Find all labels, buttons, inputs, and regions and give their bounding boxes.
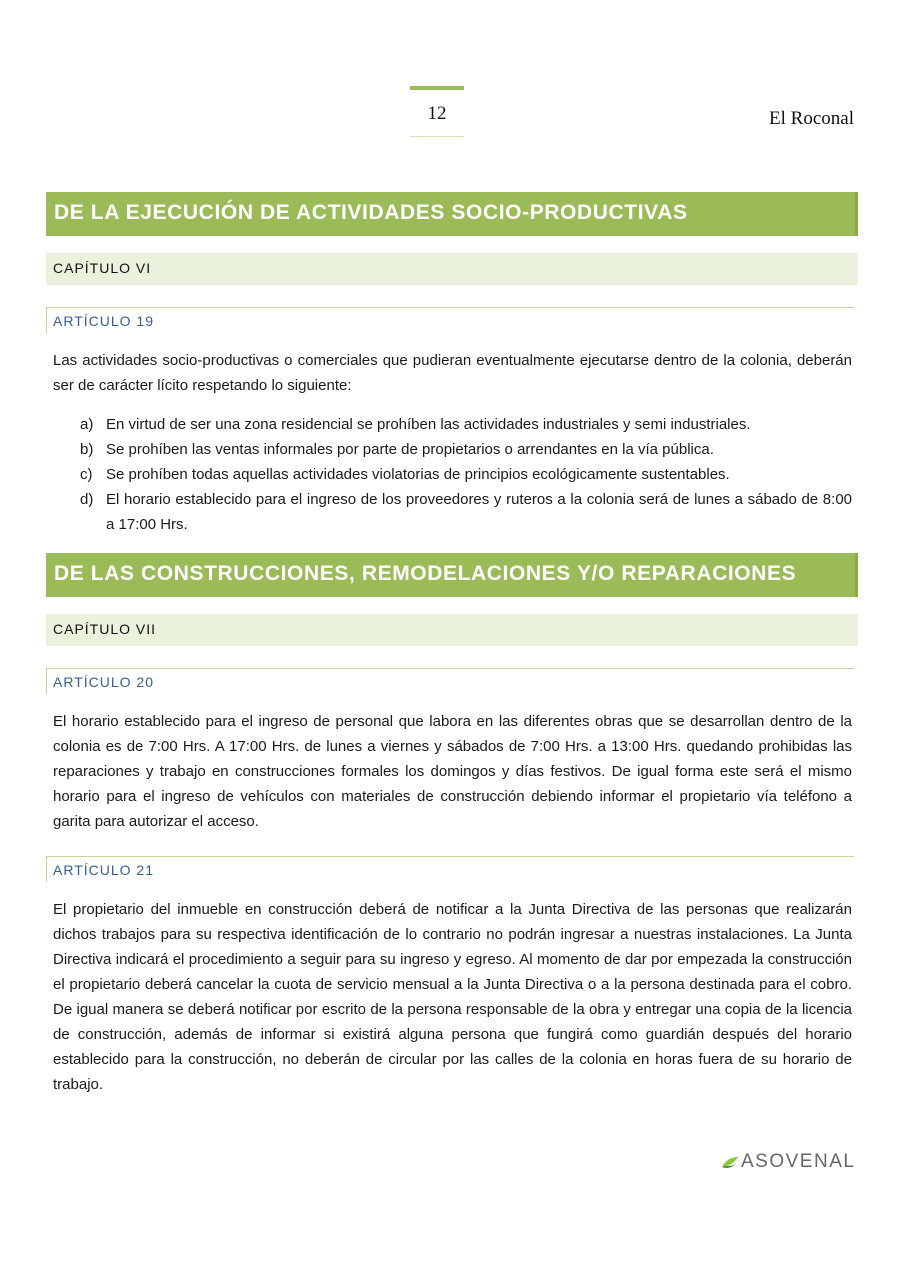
- page-number-block: [410, 86, 464, 138]
- page-number: 12: [427, 103, 447, 124]
- logo-text: ASOVENAL: [741, 1151, 856, 1172]
- list-item-text: Se prohíben todas aquellas actividades violatorias de principios ecológicamente sustentables.: [106, 466, 730, 483]
- list-item: [53, 462, 852, 487]
- section-heading: [46, 192, 858, 236]
- section-title: DE LAS CONSTRUCCIONES, REMODELACIONES Y/O REPARACIONES: [54, 562, 797, 585]
- list-item: [53, 487, 852, 537]
- article-list: [53, 412, 852, 537]
- list-item-text: Se prohíben las ventas informales por parte de propietarios o arrendantes en la vía pública.: [106, 441, 714, 458]
- list-marker: b): [80, 441, 94, 458]
- chapter-label: CAPÍTULO VI: [53, 260, 152, 276]
- list-marker: a): [80, 416, 94, 433]
- leaf-icon: [721, 1155, 739, 1169]
- list-item: [53, 412, 852, 437]
- article-heading: [46, 856, 854, 882]
- article-heading: [46, 668, 854, 694]
- section-title: DE LA EJECUCIÓN DE ACTIVIDADES SOCIO-PRODUCTIVAS: [54, 201, 688, 224]
- chapter-label: CAPÍTULO VII: [53, 621, 157, 637]
- list-item-text: En virtud de ser una zona residencial se prohíben las actividades industriales y semi industriales.: [106, 416, 751, 433]
- footer-logo: [721, 1150, 855, 1174]
- page-number-bottom-rule: [410, 136, 464, 137]
- article-intro: Las actividades socio-productivas o comerciales que pudieran eventualmente ejecutarse dentro de la colonia, deberán ser de carácter lícito respetando lo siguiente:: [53, 352, 852, 394]
- document-title: El Roconal: [769, 108, 854, 129]
- list-marker: c): [80, 466, 93, 483]
- chapter-heading: [46, 253, 858, 285]
- article-body: El propietario del inmueble en construcción deberá de notificar a la Junta Directiva de las personas que realizarán dichos trabajos para su respectiva identificación de lo contrario no podrán ingresar a nuestras instalaciones. La Junta Directiva indicará el procedimiento a seguir para su ingreso y egreso. Al momento de dar por empezada la construcción el propietario deberá cancelar la cuota de servicio mensual a la Junta Directiva o a la persona destinada para el cobro. De igual manera se deberá notificar por escrito de la persona responsable de la obra y entregar una copia de la licencia de construcción, además de informar si existirá alguna persona que fungirá como guardián después del horario establecido para la construcción, no deberán de circular por las calles de la colonia en horas fuera de su horario de trabajo.: [53, 901, 852, 1093]
- page-number-top-rule: [410, 86, 464, 90]
- list-item: [53, 437, 852, 462]
- section-heading: [46, 553, 858, 597]
- list-item-text: El horario establecido para el ingreso de los proveedores y ruteros a la colonia será de lunes a sábado de 8:00 a 17:00 Hrs.: [106, 491, 852, 533]
- article-label: ARTÍCULO 19: [53, 313, 154, 329]
- list-marker: d): [80, 491, 94, 508]
- chapter-heading: [46, 614, 858, 646]
- article-label: ARTÍCULO 21: [53, 862, 154, 878]
- article-heading: [46, 307, 854, 333]
- article-body: El horario establecido para el ingreso de personal que labora en las diferentes obras que se desarrollan dentro de la colonia es de 7:00 Hrs. A 17:00 Hrs. de lunes a viernes y sábados de 7:00 Hrs. a 13:00 Hrs. quedando prohibidas las reparaciones y trabajo en construcciones formales los domingos y días festivos. De igual forma este será el mismo horario para el ingreso de vehículos con materiales de construcción debiendo informar el propietario vía teléfono a garita para autorizar el acceso.: [53, 713, 852, 830]
- article-label: ARTÍCULO 20: [53, 674, 154, 690]
